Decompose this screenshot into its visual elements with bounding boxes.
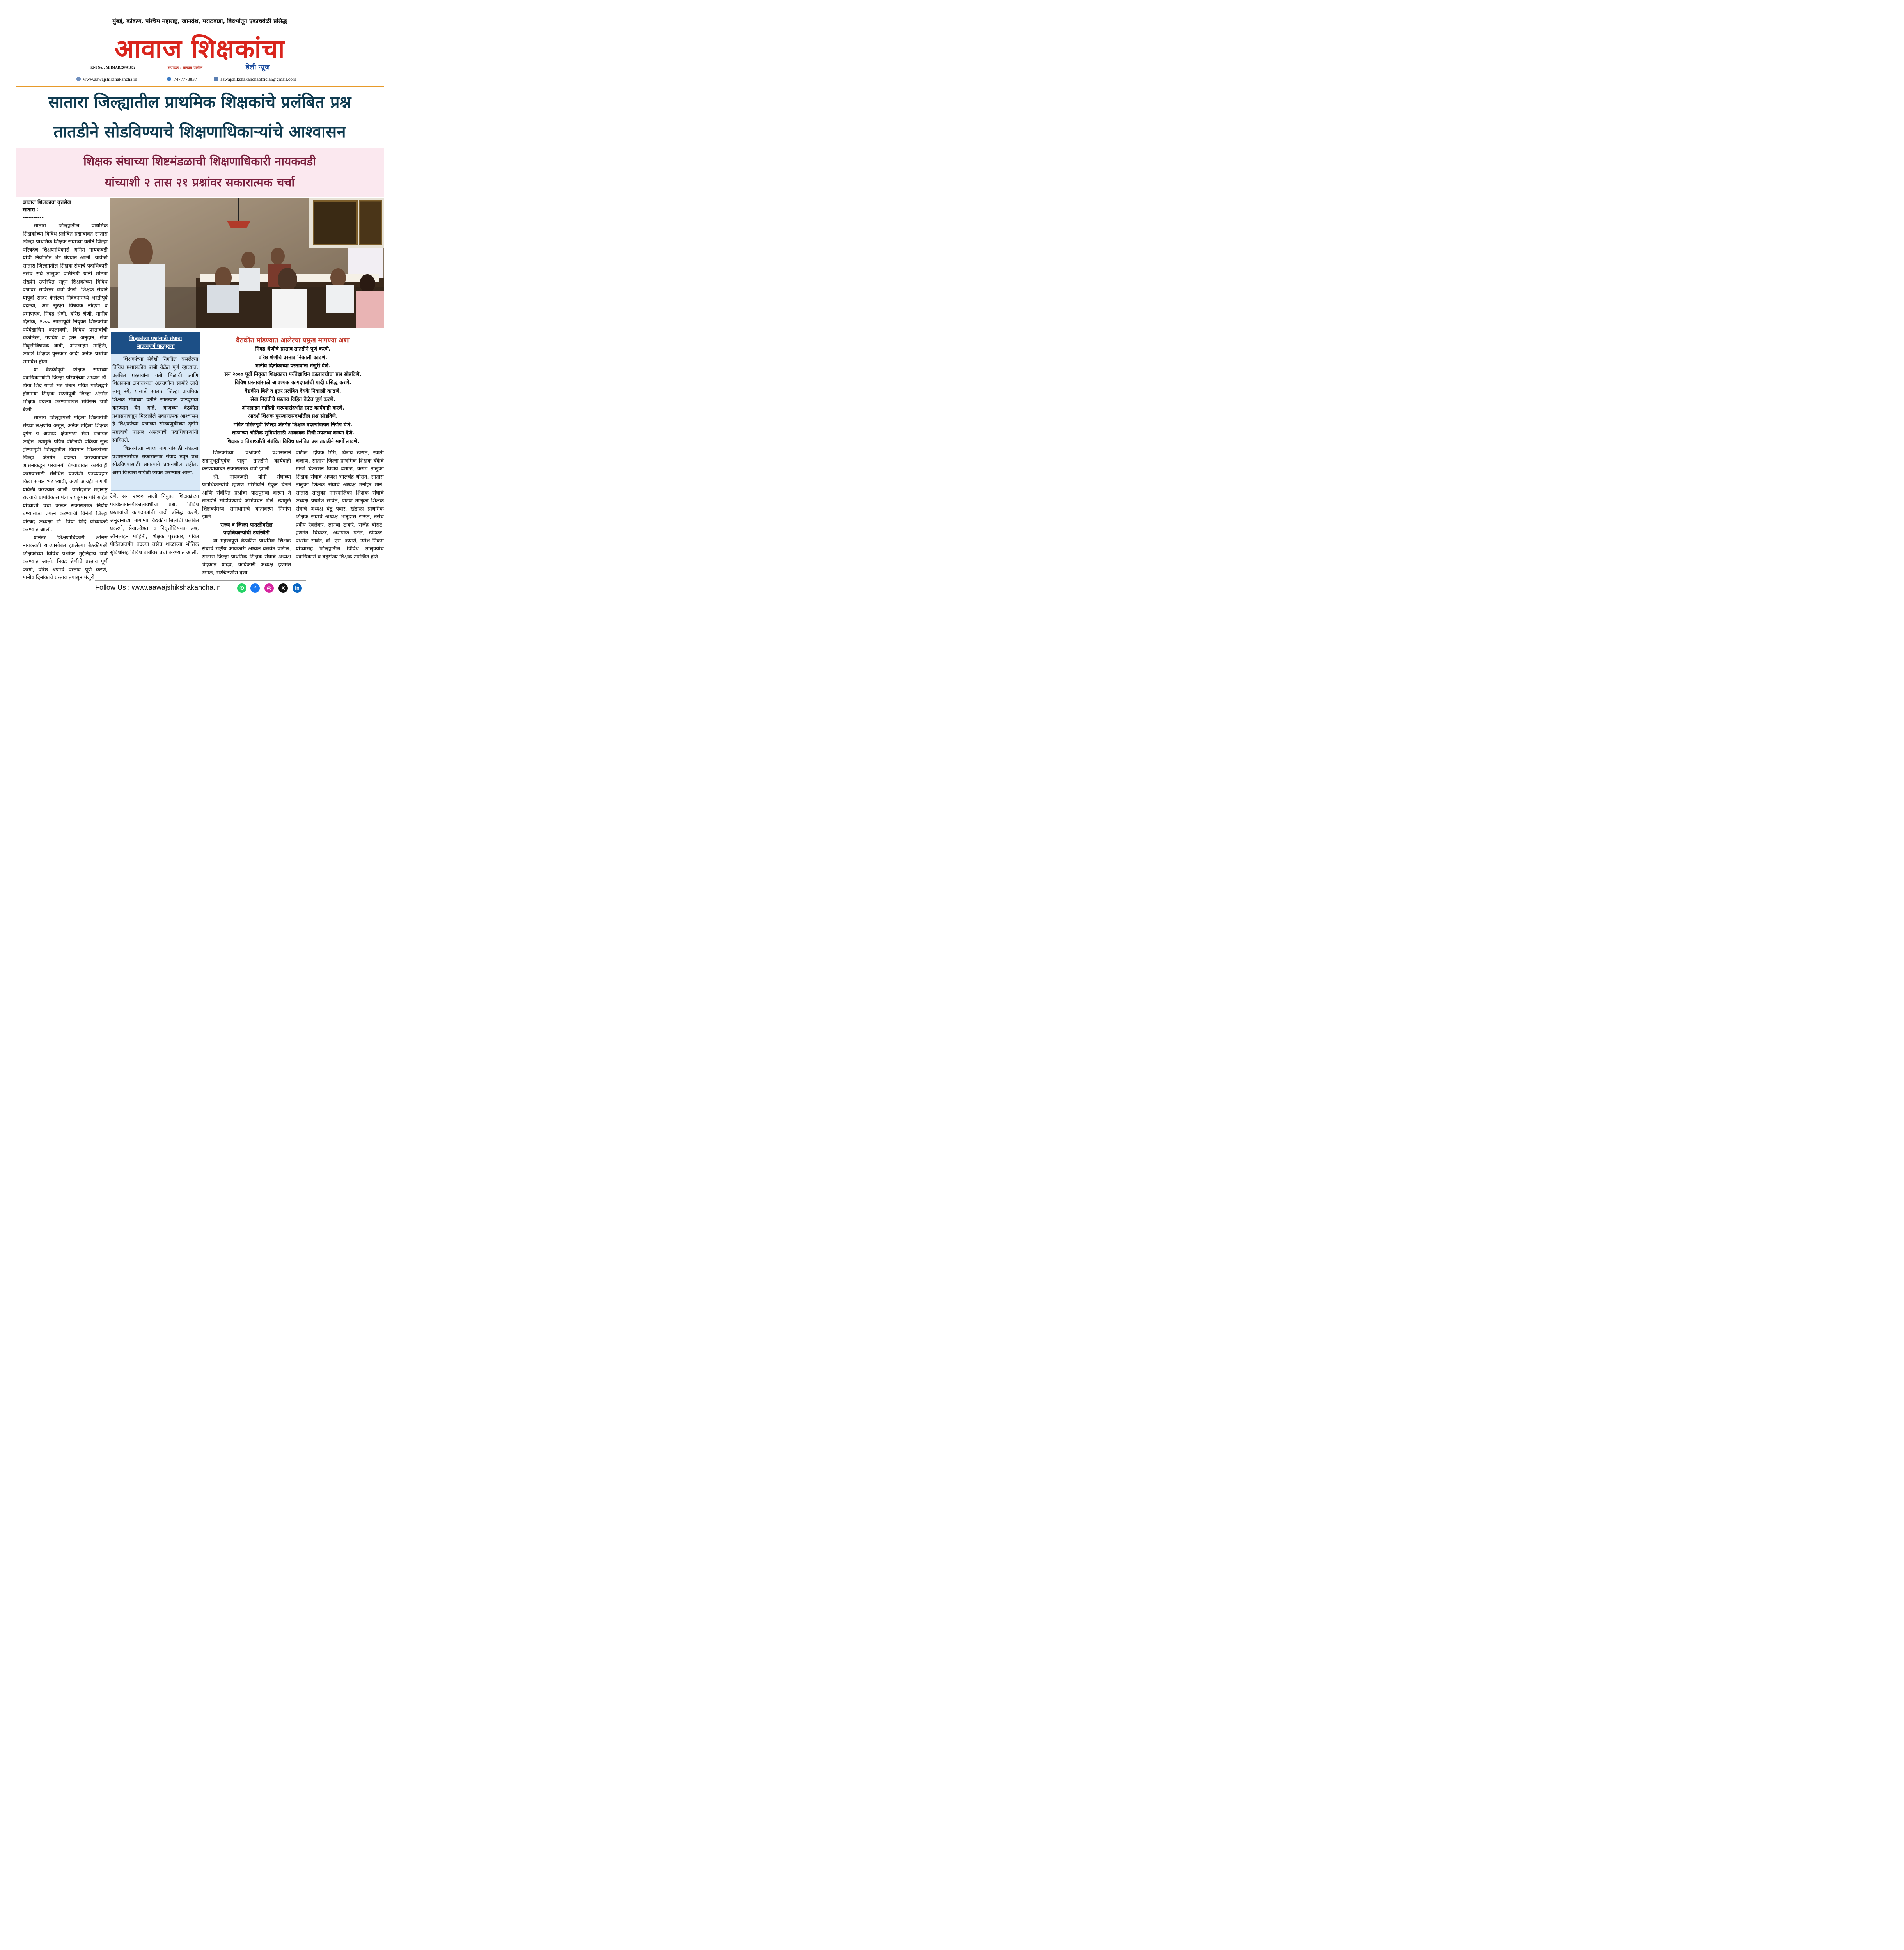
demand-item: विविध प्रस्तावांसाठी आवश्यक कागदपत्रांची यादी प्रसिद्ध करणे.	[234, 380, 351, 386]
headline-line-2: तातडीने सोडविण्याचे शिक्षणाधिकाऱ्यांचे आश्वासन	[53, 122, 346, 141]
globe-icon	[76, 77, 81, 81]
article-paragraph: देणे, सन २००० साली नियुक्त शिक्षकांच्या पर्यवेक्षकालयीकालावधीचा प्रश्न, विविध प्रस्तावांची कागदपत्रांची यादी प्रसिद्ध करणे, अनुदानाच्या मागण्या, वैद्यकीय बिलांची प्रलंबित प्रकरणे, सेवाज्येष्ठता व निवृत्तीविषयक प्रश्न, ऑनलाइन माहिती, शिक्षक पुरस्कार, पवित्र पोर्टलअंतर्गत बदल्या तसेच शाळांच्या भौतिक सुविधांसह विविध बाबींवर चर्चा करण्यात आली.	[110, 494, 199, 556]
tagline: मुंबई, कोकण, पश्चिम महाराष्ट्र, खानदेश, मराठवाडा, विदर्भातून एकाचवेळी प्रसिद्ध	[112, 18, 287, 25]
byline	[23, 199, 71, 221]
linkedin-icon[interactable]: in	[293, 583, 302, 593]
follow-us[interactable]: Follow Us : www.aawajshikshakancha.in	[95, 583, 221, 591]
bureau-name: आवाज शिक्षकांचा वृत्तसेवा	[23, 200, 71, 206]
email-text: aawajshikshakanchaofficial@gmail.com	[220, 76, 296, 82]
demand-item: ऑनलाइन माहिती भरण्यासंदर्भात स्पष्ट कार्यवाही करणे.	[241, 405, 344, 411]
sidebar-body	[112, 356, 198, 488]
article-paragraph: सातारा जिल्ह्यामध्ये महिला शिक्षकांची संख्या लक्षणीय असून, अनेक महिला शिक्षक दुर्गम व अवघड क्षेत्रामध्ये सेवा बजावत आहेत. त्यामुळे पवित्र पोर्टलची प्रक्रिया सुरू होण्यापूर्वी जिल्ह्यातील विद्यमान शिक्षकांच्या जिल्हा अंतर्गत बदल्या करण्याबाबत शासनाकडून परवानगी घेण्याबाबत कार्यवाही करण्यासाठी संबंधित यंत्रणेशी पत्रव्यवहार किंवा समक्ष भेट घ्यावी, अशी आग्रही मागणी यावेळी करण्यात आली. यासंदर्भात महाराष्ट्र राज्याचे ग्रामविकास मंत्री जयकुमार गोरे साहेब यांच्याशी चर्चा करून सकारात्मक निर्णय घेण्यासाठी प्रयत्न करण्याची विनंती जिल्हा परिषद अध्यक्षा डॉ. प्रिया शिंदे यांच्याकडे करण्यात आली.	[23, 415, 108, 533]
header-divider	[16, 86, 384, 87]
demand-item: सन २००० पूर्वी नियुक्त शिक्षकांचा पर्यवेक्षाधिन कालावधीचा प्रश्न सोडविणे.	[224, 371, 362, 378]
whatsapp-icon[interactable]: ✆	[237, 583, 246, 593]
article-column-1	[23, 222, 108, 581]
demands-list	[202, 345, 384, 446]
sidebar-paragraph: शिक्षकांच्या न्याय्य मागण्यांसाठी संघटना प्रशासनासोबत सकारात्मक संवाद ठेवून प्रश्न सोडविण्यासाठी सातत्याने प्रयत्नशील राहील, असा विश्वास यावेळी व्यक्त करण्यात आला.	[112, 445, 198, 476]
demand-item: वरिष्ठ श्रेणीचे प्रस्ताव निकाली काढणे.	[259, 355, 327, 361]
website-text: www.aawajshikshakancha.in	[83, 76, 137, 82]
website-contact[interactable]	[76, 76, 137, 82]
editor-name: संपादक : बलवंत पाटील	[168, 66, 202, 70]
demands-title: बैठकीत मांडण्यात आलेल्या प्रमुख मागण्या अशा	[236, 337, 350, 344]
demand-item: सेवा निवृत्तीचे प्रस्ताव विहित वेळेत पूर्ण करणे.	[250, 397, 335, 402]
instagram-icon[interactable]: ◎	[264, 583, 274, 593]
subheadline-line-1: शिक्षक संघाच्या शिष्टमंडळाची शिक्षणाधिकारी नायकवडी	[83, 155, 316, 168]
subheading-line-1: राज्य व जिल्हा पातळीवरील	[220, 522, 273, 528]
sidebar-heading	[111, 332, 200, 354]
demand-item: शिक्षक व विद्यार्थ्यांशी संबंधित विविध प्रलंबित प्रश्न तातडीने मार्गी लावणे.	[226, 438, 360, 445]
masthead-title: आवाज शिक्षकांचा	[114, 34, 285, 64]
subheadline-line-2: यांच्याशी २ तास २१ प्रश्नांवर सकारात्मक चर्चा	[105, 176, 295, 190]
phone-text: 7477778837	[174, 76, 197, 82]
article-column-4	[296, 449, 384, 573]
phone-icon	[167, 77, 171, 81]
meeting-photo	[110, 198, 384, 328]
article-paragraph: शिक्षकांच्या प्रश्नांकडे प्रशासनाने सहानुभूतीपूर्वक पाहून तातडीने कार्यवाही करण्याबाबत सकारात्मक चर्चा झाली.	[202, 450, 291, 472]
article-paragraph: पाटील, दीपक गिरी, विजय खरात, स्वाती चव्हाण, सातारा जिल्हा प्राथमिक शिक्षक बँकेचे माजी चेअरमन विजय ढमाळ, कराड तालुका शिक्षक संघाचे अध्यक्ष भालचंद्र थोरात, सातारा तालुका शिक्षक संघाचे अध्यक्ष मनोहर माने, सातारा तालुका नगरपालिका शिक्षक संघाचे अध्यक्ष प्रथमेश सावंत, पाटण तालुका शिक्षक संघाचे अध्यक्ष बंडू पवार, खंडाळा प्राथमिक शिक्षक संघाचे अध्यक्ष भानुदास राऊत, तसेच प्रदीप रेवलेकर, ज्ञानबा ठाकरे, राजेंद्र बोराटे, हणमंत चिंचकर, अशपाक पटेल, खेडकर, प्रथमेश सावंत, बी. एस. कणसे, उमेश निकम यांच्यासह जिल्ह्यातील विविध तालुक्यांचे पदाधिकारी व बहुसंख्य शिक्षक उपस्थित होते.	[296, 450, 384, 560]
email-contact[interactable]	[214, 76, 296, 82]
mail-icon	[214, 77, 218, 81]
x-icon[interactable]: X	[278, 583, 288, 593]
daily-news-label: डेली न्यूज	[246, 63, 270, 71]
article-paragraph: श्री. नायकवडी यांनी संघाच्या पदाधिकाऱ्यांचे म्हणणे गांभीर्याने ऐकून घेतले आणि संबंधित प्रश्नांचा पाठपुरावा करून ते तातडीने सोडविण्याचे अभिवचन दिले. त्यामुळे शिक्षकांमध्ये समाधानाचे वातावरण निर्माण झाले.	[202, 474, 291, 520]
facebook-icon[interactable]: f	[250, 583, 260, 593]
demand-item: निवड श्रेणीचे प्रस्ताव तातडीने पूर्ण करणे.	[255, 346, 331, 352]
article-paragraph: या बैठकीपूर्वी शिक्षक संघाच्या पदाधिकाऱ्यांनी जिल्हा परिषदेच्या अध्यक्ष डॉ. प्रिया शिंदे यांची भेट घेऊन पवित्र पोर्टलद्वारे होणाऱ्या शिक्षक भरतीपूर्वी जिल्हा अंतर्गत शिक्षक बदल्या करण्याबाबत सविस्तर चर्चा केली.	[23, 367, 108, 413]
sidebar-paragraph: शिक्षकांच्या सेवेशी निगडित असलेल्या विविध प्रशासकीय बाबी वेळेत पूर्ण व्हाव्यात, प्रलंबित प्रस्तावांना गती मिळावी आणि शिक्षकांना अनावश्यक अडचणींना सामोरे जावे लागू नये, यासाठी सातारा जिल्हा प्राथमिक शिक्षक संघाच्या वतीने सातत्याने पाठपुरावा करण्यात येत आहे. आजच्या बैठकीत प्रशासनाकडून मिळालेले सकारात्मक आश्वासन हे शिक्षकांच्या प्रश्नांच्या सोडवणुकीच्या दृष्टीने महत्त्वाचे पाऊल असल्याचे पदाधिकाऱ्यांनी सांगितले.	[112, 356, 198, 443]
sidebar-title-line-2: सातत्यपूर्ण पाठपुरावा	[137, 343, 175, 349]
article-column-3	[202, 449, 291, 576]
demand-item: शाळांच्या भौतिक सुविधांसाठी आवश्यक निधी उपलब्ध करून देणे.	[231, 430, 355, 436]
dateline-place: सातारा :	[23, 207, 39, 213]
demand-item: मानीव दिनांकाच्या प्रस्तावांना मंजुरी देणे.	[255, 363, 330, 369]
article-paragraph: या महत्त्वपूर्ण बैठकीस प्राथमिक शिक्षक संघाचे राष्ट्रीय कार्यकारी अध्यक्ष बलवंत पाटील, सातारा जिल्हा प्राथमिक शिक्षक संघाचे अध्यक्ष चंद्रकांत यादव, कार्यकारी अध्यक्ष हणमंत रसाळ, सरचिटणीस दत्ता	[202, 538, 291, 576]
article-column-2	[110, 493, 199, 573]
article-paragraph: सातारा जिल्ह्यातील प्राथमिक शिक्षकांच्या विविध प्रलंबित प्रश्नांबाबत सातारा जिल्हा प्राथमिक शिक्षक संघाच्या वतीने जिल्हा परिषदेचे शिक्षणाधिकारी अनिस नायकवडी यांची नियोजित भेट घेण्यात आली. यावेळी सातारा जिल्ह्यातील शिक्षक संघाचे पदाधिकारी तसेच सर्व तालुका प्रतिनिधी यांनी मोठ्या संख्येने उपस्थित राहून शिक्षकांच्या विविध प्रश्नांवर सविस्तर चर्चा केली. शिक्षक संघाने यापूर्वी सादर केलेल्या निवेदनामध्ये भरतीपूर्व बदल्या, अन्न सुरक्षा विषयक नोंदणी व प्रमाणपत्र, निवड श्रेणी, वरिष्ठ श्रेणी, मानीव दिनांक, २००० सालापूर्वी नियुक्त शिक्षकांचा पर्यवेक्षाधिन कालावधी, विविध प्रस्तावांची चेकलिस्ट, गणवेष व इतर अनुदान, सेवा निवृत्तीविषयक बाबी, ऑनलाइन माहिती, आदर्श शिक्षक पुरस्कार आदी अनेक प्रश्नांचा समावेश होता.	[23, 223, 108, 365]
phone-contact[interactable]	[167, 76, 197, 82]
demand-item: पवित्र पोर्टलपूर्वी जिल्हा अंतर्गत शिक्षक बदल्यांबाबत निर्णय घेणे.	[233, 422, 353, 428]
dateline-dashes: ----------	[23, 214, 44, 220]
headline-line-1: सातारा जिल्ह्यातील प्राथमिक शिक्षकांचे प्रलंबित प्रश्न	[48, 92, 351, 112]
demand-item: वैद्यकीय बिले व इतर प्रलंबित देयके निकाली काढणे.	[245, 388, 341, 394]
article-paragraph: यानंतर शिक्षणाधिकारी अनिस नायकवडी यांच्यासोबत झालेल्या बैठकीमध्ये शिक्षकांच्या विविध प्रश्नांवर मुद्देनिहाय चर्चा करण्यात आली. निवड श्रेणीचे प्रस्ताव पूर्ण करणे, वरिष्ठ श्रेणीचे प्रस्ताव पूर्ण करणे, मानीव दिनांकाचे प्रस्ताव तपासून मंजुरी	[23, 535, 108, 581]
demand-item: आदर्श शिक्षक पुरस्कारासंदर्भातील प्रश्न सोडविणे.	[248, 413, 338, 419]
sidebar-title-line-1: शिक्षकांच्या प्रश्नांसाठी संघाचा	[129, 335, 182, 342]
footer-divider	[95, 580, 306, 581]
rni-number: RNI No. : MHMAR/26/A1872	[90, 66, 135, 69]
subheading-line-2: पदाधिकाऱ्यांची उपस्थिती	[223, 530, 270, 536]
